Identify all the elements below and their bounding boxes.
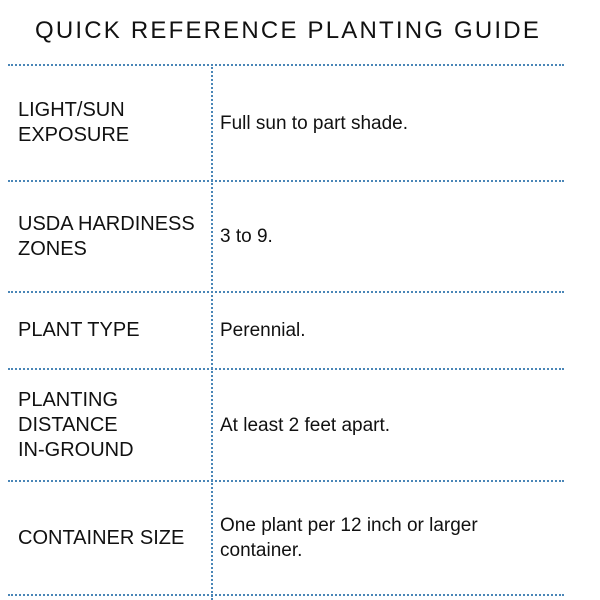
table-row: [8, 182, 564, 291]
row-value-container-size: One plant per 12 inch or larger container.: [220, 515, 478, 561]
table-row: [8, 370, 564, 480]
row-divider: [8, 594, 564, 596]
row-value-usda-hardiness-zones: 3 to 9.: [220, 226, 273, 247]
page-title: QUICK REFERENCE PLANTING GUIDE: [34, 17, 542, 44]
table-row: [8, 66, 564, 180]
row-label-light-sun-exposure: LIGHT/SUN EXPOSURE: [18, 99, 130, 146]
row-label-planting-distance: PLANTING DISTANCE IN-GROUND: [18, 388, 134, 461]
row-value-light-sun-exposure: Full sun to part shade.: [220, 112, 408, 134]
table-row: [8, 482, 564, 594]
row-value-planting-distance: At least 2 feet apart.: [220, 414, 391, 436]
row-label-plant-type: PLANT TYPE: [18, 319, 140, 341]
row-value-plant-type: Perennial.: [220, 320, 306, 341]
row-label-usda-hardiness-zones: USDA HARDINESS ZONES: [18, 212, 195, 260]
table-row: [8, 293, 564, 368]
planting-guide-table: [8, 64, 564, 600]
row-label-container-size: CONTAINER SIZE: [18, 526, 185, 549]
